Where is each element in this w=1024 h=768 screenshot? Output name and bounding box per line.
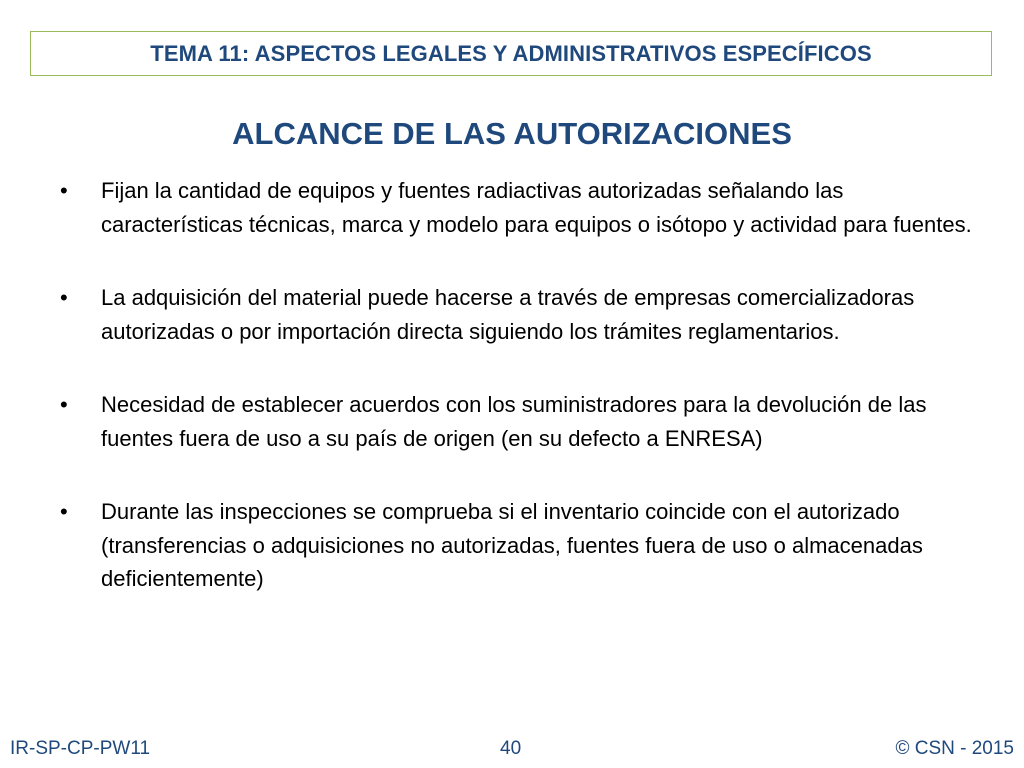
bullet-dot-icon: • bbox=[60, 499, 68, 524]
bullet-item bbox=[60, 495, 980, 596]
footer-copyright: © CSN - 2015 bbox=[895, 738, 1014, 759]
bullet-dot-icon: • bbox=[60, 392, 68, 417]
bullet-text: La adquisición del material puede hacerse a través de empresas comercializadoras autorizadas o por importación directa siguiendo los trámites reglamentarios. bbox=[101, 285, 915, 344]
bullet-dot-icon: • bbox=[60, 285, 68, 310]
bullet-list bbox=[60, 174, 980, 596]
footer-code: IR-SP-CP-PW11 bbox=[10, 738, 151, 759]
bullet-item bbox=[60, 388, 980, 455]
bullet-text: Necesidad de establecer acuerdos con los suministradores para la devolución de las fuentes fuera de uso a su país de origen (en su defecto a ENRESA) bbox=[101, 392, 927, 451]
bullet-dot-icon: • bbox=[60, 178, 68, 203]
slide-title: ALCANCE DE LAS AUTORIZACIONES bbox=[232, 116, 792, 151]
header-box bbox=[30, 31, 992, 76]
bullet-text: Fijan la cantidad de equipos y fuentes radiactivas autorizadas señalando las características técnicas, marca y modelo para equipos o isótopo y actividad para fuentes. bbox=[101, 178, 972, 237]
page-number: 40 bbox=[500, 738, 522, 759]
header-title: TEMA 11: ASPECTOS LEGALES Y ADMINISTRATIVOS ESPECÍFICOS bbox=[150, 40, 872, 66]
bullet-item bbox=[60, 174, 980, 241]
bullet-item bbox=[60, 281, 980, 348]
bullet-text: Durante las inspecciones se comprueba si el inventario coincide con el autorizado (transferencias o adquisiciones no autorizadas, fuentes fuera de uso o almacenadas deficientemente) bbox=[101, 499, 923, 591]
